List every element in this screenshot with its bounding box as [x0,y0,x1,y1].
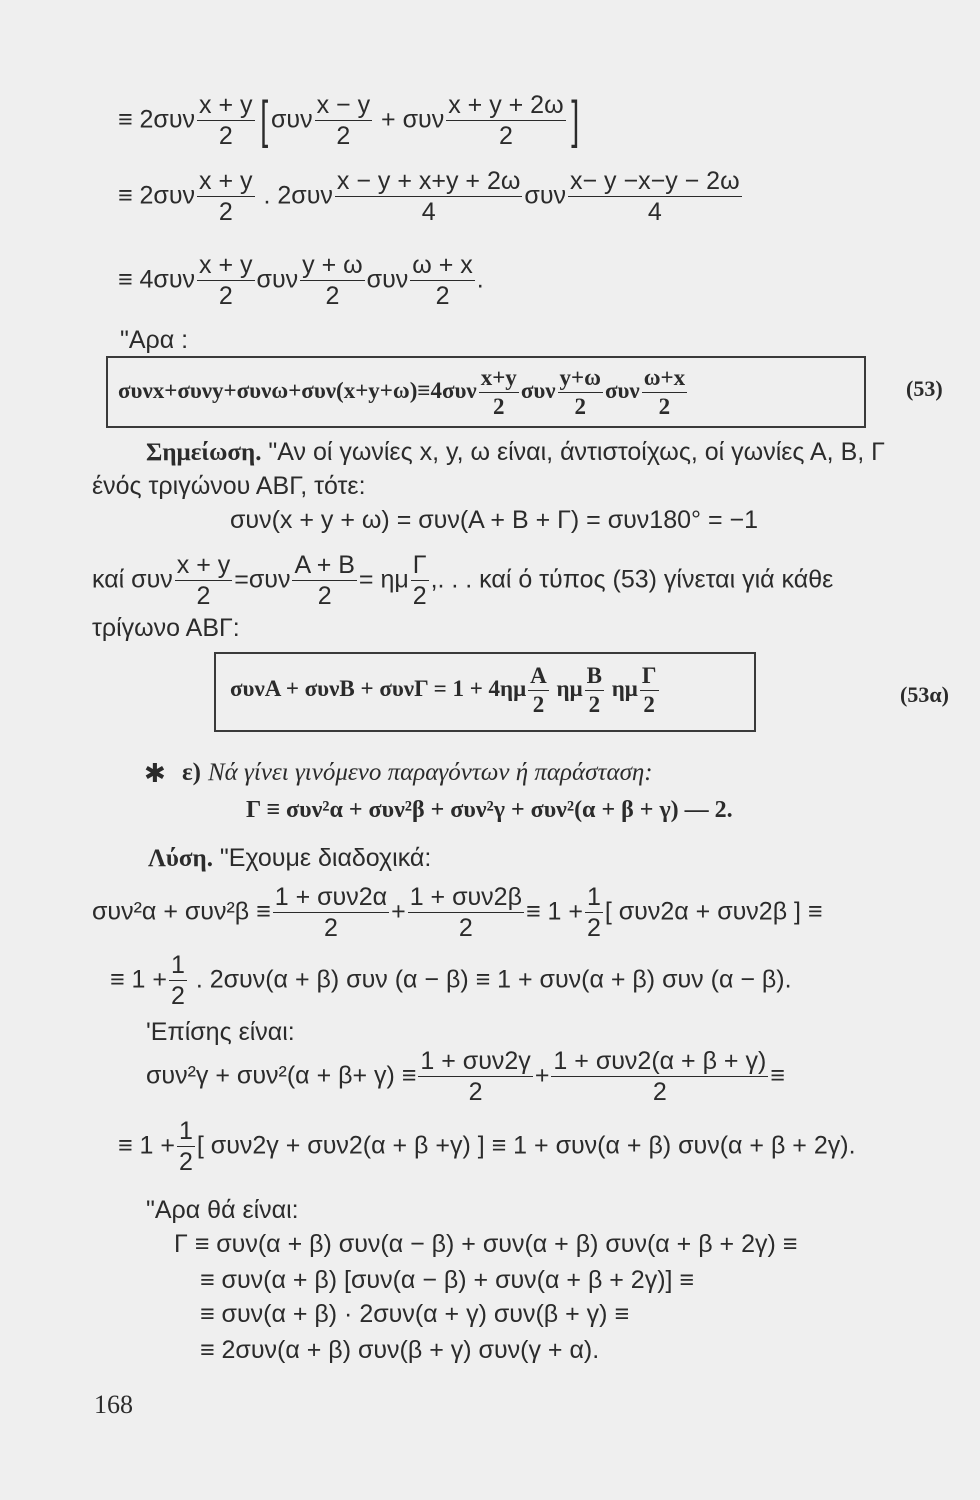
note-text: ,. . . καί ό τύπος (53) γίνεται γιά κάθε [430,565,834,594]
equation-line-1 [118,92,582,150]
denominator: 2 [170,982,185,1011]
fraction [315,92,373,150]
numerator: x + y [197,168,255,197]
fraction [640,664,659,717]
result-line-2: ≡ συν(α + β) [συν(α − β) + συν(α + β + 2γ)] ≡ [200,1266,695,1294]
fraction [585,884,603,942]
formula-53a [230,664,661,717]
denominator: 2 [317,582,332,611]
note-line-2: ένός τριγώνου ΑΒΓ, τότε: [92,472,366,500]
eq-text: συν²α + συν²β ≡ [92,897,271,926]
page-number: 168 [94,1390,133,1419]
numerator: y + ω [300,252,365,281]
denominator: 2 [493,394,505,420]
fraction [197,168,255,226]
fraction [197,252,255,310]
eq-text: . [476,265,484,294]
fraction [273,884,389,942]
note-text: = ημ [358,565,409,594]
eq-text: συν [520,377,556,403]
denominator: 4 [647,198,662,227]
eq-text: ≡ 1 + [525,897,583,926]
solution-ara: "Αρα θά είναι: [146,1196,299,1224]
note-line-1 [146,440,885,465]
denominator: 2 [498,122,513,151]
denominator: 2 [532,692,545,718]
fraction [446,92,565,150]
fraction [169,952,187,1010]
eq-text: . 2συν(α + β) συν (α − β) ≡ 1 + συν(α + β) συν (α − β). [188,965,792,994]
eq-text: ≡ 4συν [118,265,196,294]
exercise-expression: Γ ≡ συν²α + συν²β + συν²γ + συν²(α + β + γ) — 2. [246,797,733,823]
numerator: x + y + 2ω [446,92,565,121]
result-line-4: ≡ 2συν(α + β) συν(β + γ) συν(γ + α). [200,1336,600,1364]
denominator: 2 [412,582,427,611]
fraction [642,366,687,419]
denominator: 2 [196,582,211,611]
denominator: 2 [336,122,351,151]
numerator: 1 [177,1118,195,1147]
eq-text: . 2συν [256,181,333,210]
solution-intro [148,846,431,871]
eq-text: συν [524,181,566,210]
fraction [411,552,429,610]
fraction [335,168,523,226]
fraction [418,1048,532,1106]
eq-text: [ συν2γ + συν2(α + β +γ) ] ≡ 1 + συν(α + β) συν(α + β + 2γ). [196,1131,856,1160]
ara-label: "Αρα : [120,326,189,354]
denominator: 4 [421,198,436,227]
denominator: 2 [652,1078,667,1107]
denominator: 2 [325,282,340,311]
solution-step-1 [92,884,823,942]
fraction [568,168,742,226]
note-text: "Αν οί γωνίες x, y, ω είναι, άντιστοίχως, οί γωνίες Α, Β, Γ [261,438,885,466]
denominator: 2 [586,914,601,943]
note-line-3 [92,552,833,610]
fraction [585,664,604,717]
denominator: 2 [218,282,233,311]
exercise-text: Νά γίνει γινόμενο παραγόντων ή παράσταση: [207,759,653,786]
eq-text: ≡ 1 + [110,965,167,994]
numerator: 1 + συν2α [273,884,389,913]
eq-text: ημ [606,675,638,701]
fraction [558,366,603,419]
fraction [175,552,233,610]
denominator: 2 [218,122,233,151]
numerator: x+y [479,366,519,393]
eq-text: συν [604,377,640,403]
note-text: καί συν [92,565,173,594]
denominator: 2 [643,692,655,718]
eq-text: + συν [374,105,445,134]
note-line-4: τρίγωνο ΑΒΓ: [92,614,240,642]
eq-text: συν [256,265,299,294]
note-heading: Σημείωση. [146,439,262,466]
star-icon: ✱ [144,758,166,788]
numerator: Γ [411,552,429,581]
eq-text: ≡ [770,1061,785,1090]
equation-line-2 [118,168,744,226]
eq-text: + [534,1061,550,1090]
fraction [551,1048,768,1106]
solution-text: "Εχουμε διαδοχικά: [212,844,432,872]
formula-53 [118,366,689,419]
numerator: 1 [585,884,603,913]
fraction [292,552,356,610]
fraction [300,252,365,310]
solution-step-2 [110,952,792,1010]
eq-text: συν [271,105,313,134]
eq-text: ≡ 2συν [118,181,196,210]
numerator: Α [528,664,549,691]
fraction [479,366,519,419]
numerator: 1 [169,952,187,981]
fraction [410,252,475,310]
eq-text: ημ [550,675,583,701]
denominator: 2 [468,1078,483,1107]
numerator: x− y −x−y − 2ω [568,168,742,197]
numerator: Β [585,664,604,691]
equation-label-53a: (53α) [900,682,949,707]
numerator: x − y [315,92,373,121]
result-line-1: Γ ≡ συν(α + β) συν(α − β) + συν(α + β) συν(α + β + 2γ) ≡ [174,1230,798,1258]
numerator: ω + x [410,252,475,281]
note-equation: συν(x + y + ω) = συν(Α + Β + Γ) = συν180° = −1 [230,506,759,534]
numerator: x + y [197,92,255,121]
exercise-label: ε) [182,759,202,786]
numerator: 1 + συν2(α + β + γ) [551,1048,768,1077]
equation-label-53: (53) [906,376,943,401]
fraction [177,1118,195,1176]
numerator: ω+x [642,366,687,393]
result-line-3: ≡ συν(α + β) · 2συν(α + γ) συν(β + γ) ≡ [200,1300,630,1328]
solution-episis: 'Επίσης είναι: [146,1018,295,1046]
note-text: =συν [234,565,291,594]
denominator: 2 [574,394,586,420]
fraction [197,92,255,150]
fraction [528,664,549,717]
denominator: 2 [323,914,338,943]
numerator: 1 + συν2β [408,884,524,913]
exercise-line [182,760,653,785]
numerator: x − y + x+y + 2ω [335,168,523,197]
denominator: 2 [435,282,450,311]
numerator: x + y [175,552,233,581]
numerator: Γ [640,664,659,691]
bracket: ] [570,91,579,150]
eq-text: ≡ 1 + [118,1131,175,1160]
denominator: 2 [658,394,671,420]
eq-text: συν [366,265,409,294]
numerator: Α + Β [292,552,356,581]
solution-step-3 [146,1048,785,1106]
denominator: 2 [458,914,473,943]
denominator: 2 [178,1148,193,1177]
eq-text: συνΑ + συνΒ + συνΓ = 1 + 4ημ [230,675,527,701]
eq-text: + [391,897,406,926]
denominator: 2 [218,198,233,227]
numerator: y+ω [558,366,603,393]
fraction [408,884,524,942]
eq-text: ≡ 2συν [118,105,196,134]
eq-text: συν²γ + συν²(α + β+ γ) ≡ [146,1061,417,1090]
numerator: 1 + συν2γ [418,1048,532,1077]
eq-text: συνx+συνy+συνω+συν(x+y+ω)≡4συν [118,377,477,403]
solution-heading: Λύση. [148,845,213,872]
equation-line-3 [118,252,484,310]
denominator: 2 [588,692,601,718]
numerator: x + y [197,252,255,281]
eq-text: [ συν2α + συν2β ] ≡ [604,897,823,926]
bracket: [ [259,91,268,150]
solution-step-4 [118,1118,856,1176]
